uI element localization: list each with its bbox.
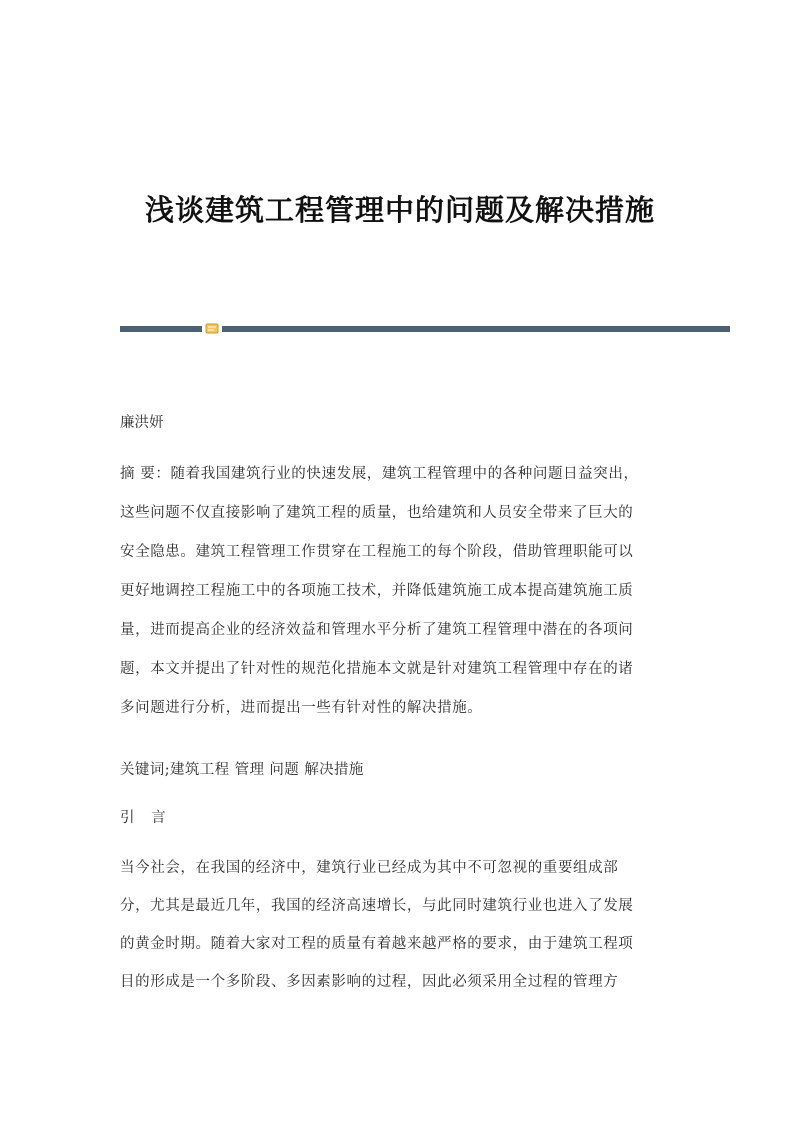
keywords: 关键词;建筑工程 管理 问题 解决措施: [120, 762, 364, 778]
abstract-line: 安全隐患。建筑工程管理工作贯穿在工程施工的每个阶段，借助管理职能可以: [120, 544, 634, 560]
abstract-line: 摘 要：随着我国建筑行业的快速发展，建筑工程管理中的各种问题日益突出，: [120, 466, 639, 482]
abstract-line: 更好地调控工程施工中的各项施工技术，并降低建筑施工成本提高建筑施工质: [120, 583, 634, 599]
pencil-note-icon: [205, 323, 219, 334]
intro-heading: 引 言: [120, 810, 172, 826]
abstract-line: 题，本文并提出了针对性的规范化措施本文就是针对建筑工程管理中存在的诸: [120, 661, 634, 677]
body-line: 分，尤其是最近几年，我国的经济高速增长，与此同时建筑行业也进入了发展: [120, 898, 634, 914]
author-name: 廉洪妍: [120, 415, 164, 431]
document-title: 浅谈建筑工程管理中的问题及解决措施: [144, 193, 655, 227]
abstract-line: 多问题进行分析，进而提出一些有针对性的解决措施。: [120, 700, 483, 716]
title-divider-right: [222, 326, 730, 332]
body-line: 目的形成是一个多阶段、多因素影响的过程，因此必须采用全过程的管理方: [120, 974, 619, 990]
abstract-line: 这些问题不仅直接影响了建筑工程的质量，也给建筑和人员安全带来了巨大的: [120, 505, 634, 521]
body-line: 当今社会，在我国的经济中，建筑行业已经成为其中不可忽视的重要组成部: [120, 860, 619, 876]
body-text: [120, 849, 680, 1001]
title-divider-left: [120, 326, 202, 332]
abstract-line: 量，进而提高企业的经济效益和管理水平分析了建筑工程管理中潜在的各项问: [120, 622, 634, 638]
abstract: [120, 455, 680, 728]
body-line: 的黄金时期。随着大家对工程的质量有着越来越严格的要求，由于建筑工程项: [120, 936, 634, 952]
